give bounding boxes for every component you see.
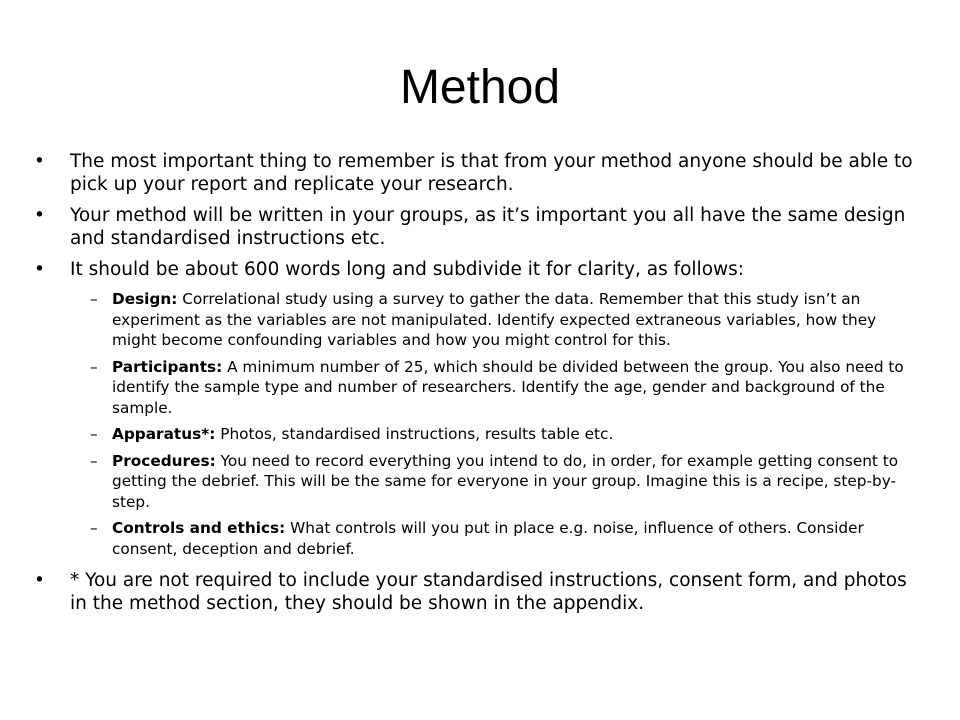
subitem-apparatus — [34, 424, 914, 445]
bullet-icon: • — [34, 570, 45, 591]
bullet-text: The most important thing to remember is that from your method anyone should be able to pick up your report and replicate your research. — [70, 151, 913, 195]
subitem-heading: Procedures: — [112, 451, 216, 470]
bullet-word-count — [34, 258, 914, 281]
bullet-text: * You are not required to include your standardised instructions, consent form, and photos in the method section, they should be shown in the appendix. — [70, 570, 907, 614]
bullet-replicate — [34, 150, 914, 196]
subitem-text: Photos, standardised instructions, results table etc. — [215, 425, 614, 443]
subitem-controls-ethics — [34, 518, 914, 559]
subitem-heading: Design: — [112, 290, 178, 308]
subitem-participants — [34, 357, 914, 419]
bullet-icon: • — [34, 151, 45, 172]
bullet-groups — [34, 204, 914, 250]
bullet-icon: • — [34, 205, 45, 226]
subitem-heading: Participants: — [112, 357, 223, 376]
subitem-text: What controls will you put in place e.g. noise, influence of others. Consider consent, deception and debrief. — [112, 519, 864, 558]
subitem-heading: Apparatus*: — [112, 425, 216, 443]
subsection-list — [34, 289, 914, 559]
subitem-heading: Controls and ethics: — [112, 519, 286, 537]
bullet-text: It should be about 600 words long and subdivide it for clarity, as follows: — [70, 259, 745, 280]
dash-icon: – — [90, 290, 98, 308]
subitem-text: You need to record everything you intend to do, in order, for example getting consent to getting the debrief. This will be the same for everyone in your group. Imagine this is a recipe, step-by-step. — [112, 451, 899, 511]
subitem-text: A minimum number of 25, which should be divided between the group. You also need to identify the sample type and number of researchers. Identify the age, gender and background of the sample. — [112, 357, 904, 417]
bullet-appendix-note — [34, 569, 914, 615]
subitem-design — [34, 289, 914, 351]
dash-icon: – — [90, 451, 98, 470]
bullet-icon: • — [34, 259, 45, 280]
dash-icon: – — [90, 425, 98, 443]
slide-content — [34, 150, 914, 623]
dash-icon: – — [90, 357, 98, 376]
subitem-text: Correlational study using a survey to gather the data. Remember that this study isn’t an experiment as the variables are not manipulated. Identify expected extraneous variables, how they might become confounding variables and how you might control for this. — [112, 290, 877, 349]
bullet-text: Your method will be written in your groups, as it’s important you all have the same design and standardised instructions etc. — [70, 205, 906, 249]
slide-title: Method — [399, 61, 561, 114]
subitem-procedures — [34, 451, 914, 513]
dash-icon: – — [90, 519, 98, 537]
